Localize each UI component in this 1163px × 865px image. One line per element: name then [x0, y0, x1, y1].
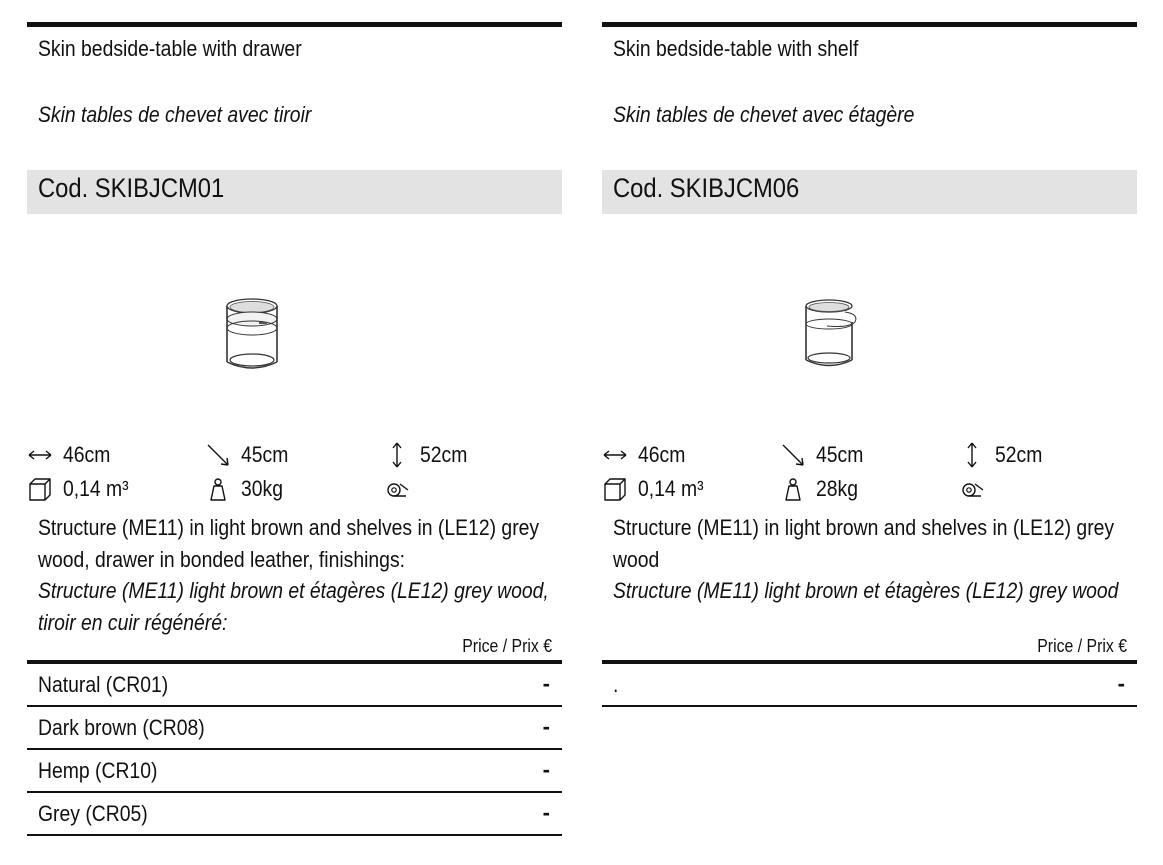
finish-price-table	[27, 664, 562, 836]
price-header: Price / Prix €	[462, 636, 552, 656]
top-rule	[602, 22, 1137, 27]
spec-height-value: 52cm	[995, 442, 1043, 467]
product-code-bar	[27, 170, 562, 214]
roll-icon	[384, 476, 410, 502]
spec-width	[27, 442, 117, 468]
product-description	[613, 512, 1141, 607]
spec-height	[384, 442, 474, 468]
weight-icon	[780, 476, 806, 502]
product-card-left	[27, 0, 562, 865]
description-fr: Structure (ME11) light brown et étagères (LE12) grey wood	[613, 578, 1119, 603]
table-row	[602, 664, 1137, 707]
top-rule	[27, 22, 562, 27]
finish-price: -	[1117, 671, 1125, 696]
horizontal-arrow-icon	[602, 442, 628, 468]
finish-price: -	[542, 800, 550, 825]
spec-height-value: 52cm	[420, 442, 468, 467]
finish-label: Hemp (CR10)	[38, 758, 158, 783]
vertical-arrow-icon	[959, 442, 985, 468]
product-title-en: Skin bedside-table with drawer	[38, 36, 302, 61]
product-code-bar	[602, 170, 1137, 214]
description-en: Structure (ME11) in light brown and shelves in (LE12) grey wood	[613, 515, 1115, 572]
description-fr: Structure (ME11) light brown et étagères (LE12) grey wood, tiroir en cuir régénéré:	[38, 578, 549, 635]
table-row	[27, 793, 562, 836]
box-icon	[602, 476, 628, 502]
product-title-fr: Skin tables de chevet avec tiroir	[38, 102, 312, 127]
finish-price: -	[542, 671, 550, 696]
spec-weight	[780, 476, 864, 502]
horizontal-arrow-icon	[27, 442, 53, 468]
product-code: Cod. SKIBJCM01	[38, 173, 225, 203]
table-row	[27, 664, 562, 707]
spec-depth	[205, 442, 295, 468]
spec-weight-value: 28kg	[816, 476, 858, 501]
weight-icon	[205, 476, 231, 502]
box-icon	[27, 476, 53, 502]
vertical-arrow-icon	[384, 442, 410, 468]
finish-price: -	[542, 757, 550, 782]
price-header: Price / Prix €	[1037, 636, 1127, 656]
spec-width-value: 46cm	[638, 442, 686, 467]
spec-weight	[205, 476, 289, 502]
finish-price-table	[602, 664, 1137, 707]
finish-label: Dark brown (CR08)	[38, 715, 205, 740]
table-row	[27, 750, 562, 793]
bedside-table-shelf-image	[797, 292, 867, 372]
product-title-en: Skin bedside-table with shelf	[613, 36, 859, 61]
product-description	[38, 512, 566, 638]
spec-volume	[27, 476, 138, 502]
spec-depth-value: 45cm	[241, 442, 289, 467]
spec-packaging	[384, 476, 420, 502]
diagonal-arrow-icon	[780, 442, 806, 468]
spec-weight-value: 30kg	[241, 476, 283, 501]
product-card-right	[602, 0, 1137, 865]
spec-volume-value: 0,14 m³	[63, 476, 129, 501]
product-title-fr: Skin tables de chevet avec étagère	[613, 102, 915, 127]
product-code: Cod. SKIBJCM06	[613, 173, 800, 203]
finish-label: .	[613, 672, 619, 697]
spec-depth	[780, 442, 870, 468]
spec-packaging	[959, 476, 995, 502]
diagonal-arrow-icon	[205, 442, 231, 468]
finish-price: -	[542, 714, 550, 739]
finish-label: Grey (CR05)	[38, 801, 148, 826]
spec-volume	[602, 476, 713, 502]
description-en: Structure (ME11) in light brown and shelves in (LE12) grey wood, drawer in bonded leather, finishings:	[38, 515, 540, 572]
spec-height	[959, 442, 1049, 468]
spec-volume-value: 0,14 m³	[638, 476, 704, 501]
table-row	[27, 707, 562, 750]
spec-depth-value: 45cm	[816, 442, 864, 467]
spec-width	[602, 442, 692, 468]
roll-icon	[959, 476, 985, 502]
finish-label: Natural (CR01)	[38, 672, 169, 697]
spec-width-value: 46cm	[63, 442, 111, 467]
bedside-table-drawer-image	[217, 292, 287, 372]
